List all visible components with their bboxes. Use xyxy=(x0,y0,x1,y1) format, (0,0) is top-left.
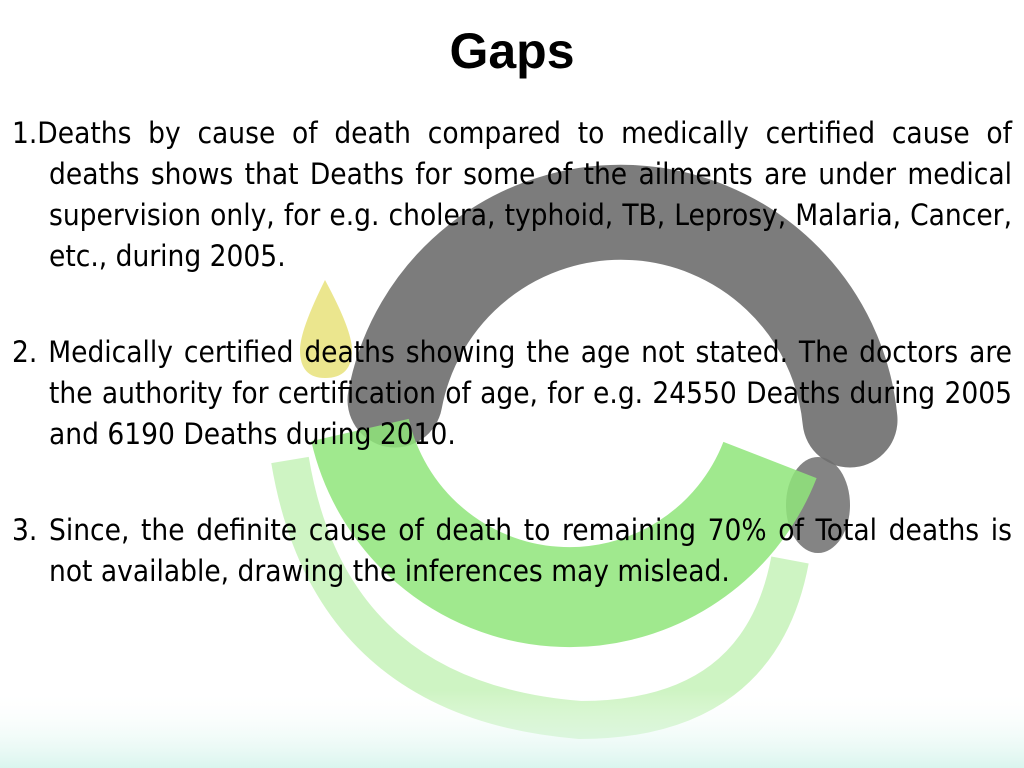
bottom-mist xyxy=(0,690,1024,768)
point-2: 2. Medically certified deaths showing the age not stated. The doctors are the authority for certification of age, for e.g. 24550 Deaths during 2005 and 6190 Deaths during 2010. xyxy=(12,335,1012,451)
point-3: 3. Since, the definite cause of death to remaining 70% of Total deaths is not available, drawing the inferences may mislead. xyxy=(12,513,1012,588)
slide-title: Gaps xyxy=(449,23,575,79)
bullet-list xyxy=(12,113,1012,592)
point-1: 1.Deaths by cause of death compared to medically certified cause of deaths shows that Deaths for some of the ailments are under medical supervision only, for e.g. cholera, typhoid, TB, Leprosy, Malaria, Cancer, etc., during 2005. xyxy=(12,116,1012,273)
